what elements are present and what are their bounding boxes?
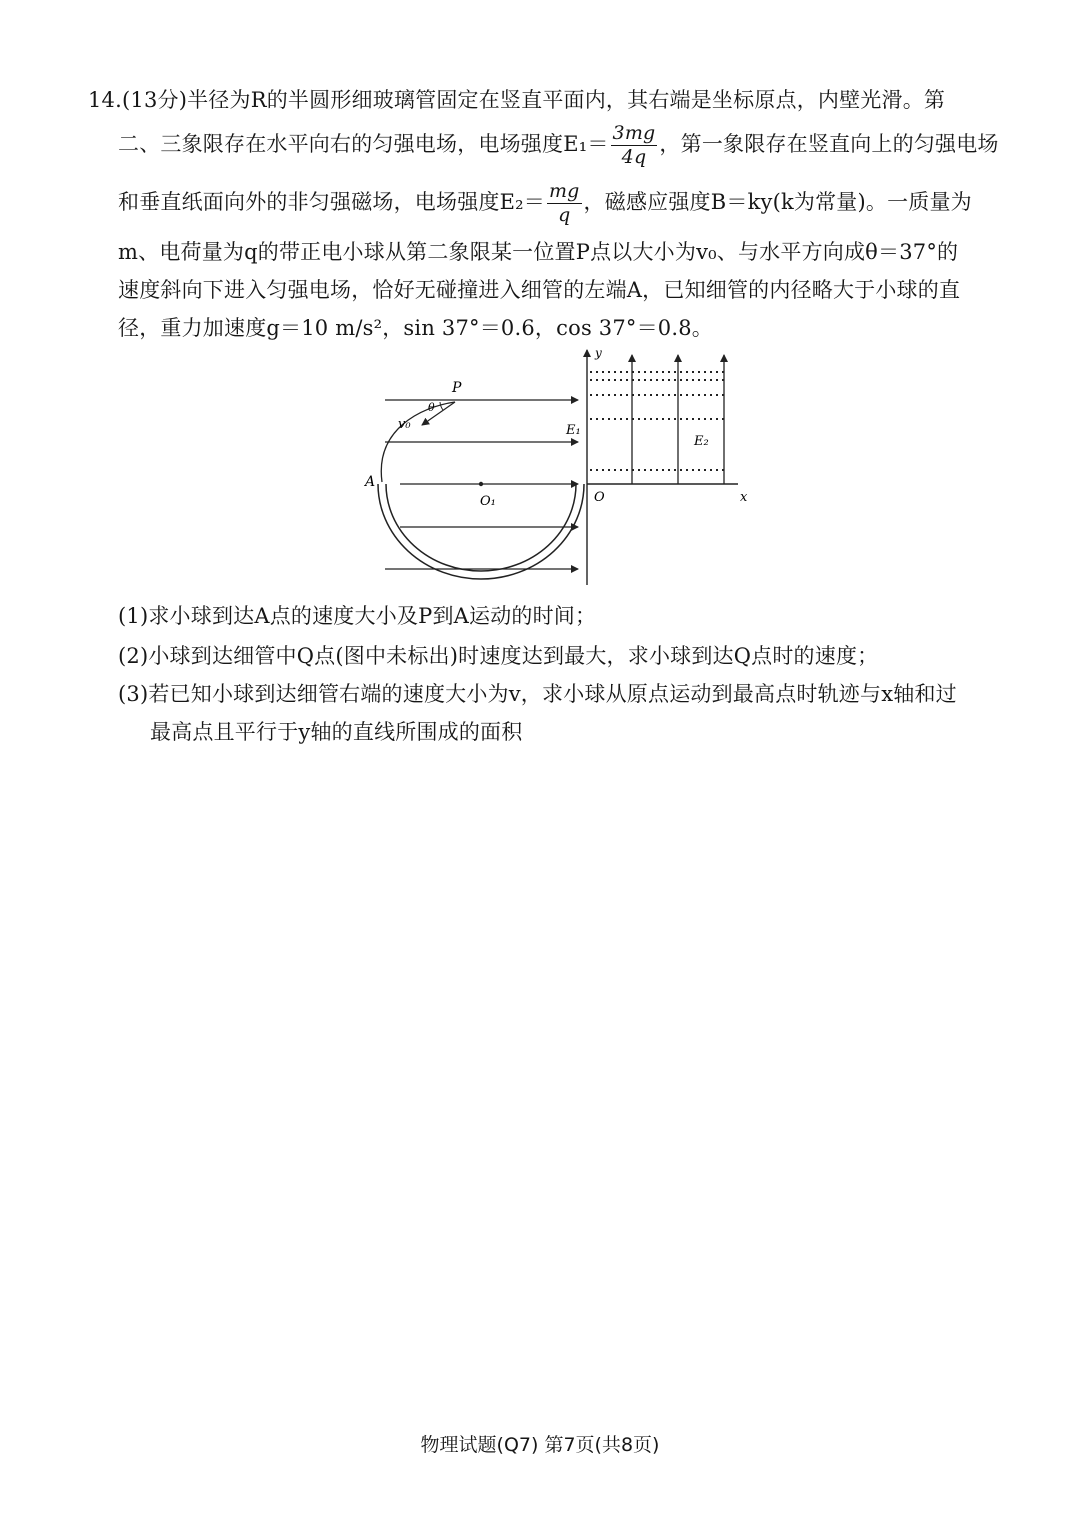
problem-line-6: 径，重力加速度g＝10 m/s²，sin 37°＝0.6，cos 37°＝0.8。 — [118, 316, 714, 340]
e1-denominator: 4q — [621, 146, 647, 168]
line-2-start: 二、三象限存在水平向右的匀强电场，电场强度E₁＝ — [118, 132, 609, 156]
problem-line-1: 14.(13分)半径为R的半圆形细玻璃管固定在竖直平面内，其右端是坐标原点，内壁光滑。第 — [88, 88, 946, 112]
label-e2: E₂ — [694, 434, 709, 449]
problem-line-4: m、电荷量为q的带正电小球从第二象限某一位置P点以大小为v₀、与水平方向成θ＝37°的 — [118, 240, 959, 264]
line-3-start: 和垂直纸面向外的非匀强磁场，电场强度E₂＝ — [118, 190, 545, 214]
label-y: y — [595, 346, 602, 360]
label-x: x — [740, 490, 748, 505]
question-2: (2)小球到达细管中Q点(图中未标出)时速度达到最大，求小球到达Q点时的速度； — [118, 644, 879, 668]
label-theta: θ — [428, 401, 435, 414]
label-p: P — [452, 380, 462, 396]
center-o1-point — [479, 482, 483, 486]
question-1: (1)求小球到达A点的速度大小及P到A运动的时间； — [118, 604, 597, 628]
problem-line-2 — [118, 124, 999, 167]
page-footer: 物理试题(Q7) 第7页(共8页) — [420, 1434, 660, 1456]
problem-line-5: 速度斜向下进入匀强电场，恰好无碰撞进入细管的左端A，已知细管的内径略大于小球的直 — [118, 278, 961, 302]
magnetic-field-dots — [590, 372, 724, 470]
label-o: O — [594, 490, 605, 505]
label-v0: v₀ — [398, 417, 411, 432]
problem-line-3 — [118, 182, 972, 225]
e2-denominator: q — [558, 204, 571, 226]
label-a: A — [365, 474, 376, 490]
physics-diagram — [360, 345, 780, 590]
e2-fraction — [547, 182, 582, 225]
question-3-line-2: 最高点且平行于y轴的直线所围成的面积 — [150, 720, 523, 744]
line-3-end: ，磁感应强度B＝ky(k为常量)。一质量为 — [583, 190, 972, 214]
label-e1: E₁ — [566, 423, 581, 438]
e2-numerator: mg — [548, 180, 580, 202]
question-3-line-1: (3)若已知小球到达细管右端的速度大小为v，求小球从原点运动到最高点时轨迹与x轴和过 — [118, 682, 957, 706]
label-o1: O₁ — [480, 494, 496, 509]
theta-angle-arc — [440, 402, 443, 410]
e1-fraction — [611, 124, 658, 167]
e1-numerator: 3mg — [612, 122, 656, 144]
line-2-end: ，第一象限存在竖直向上的匀强电场 — [659, 132, 999, 156]
